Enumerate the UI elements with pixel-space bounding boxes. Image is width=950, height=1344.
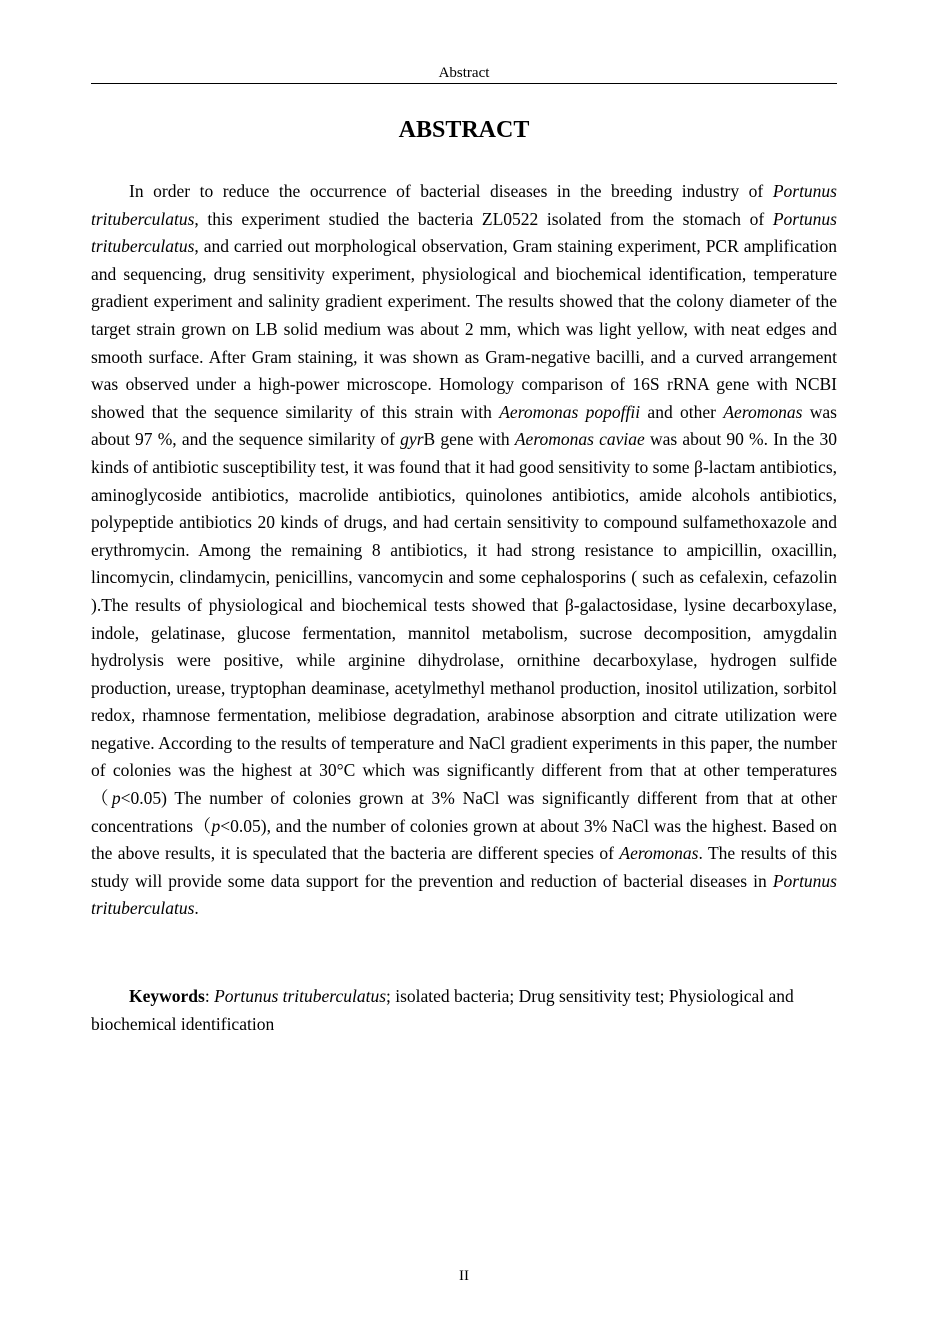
species-name: Aeromonas caviae — [514, 429, 645, 450]
running-header: Abstract — [438, 65, 490, 81]
species-name: Portunus trituberculatus — [91, 870, 837, 919]
page-title: ABSTRACT — [398, 117, 530, 143]
gene-name: gyr — [400, 429, 424, 450]
header-rule — [91, 83, 837, 84]
keywords-label: Keywords — [129, 986, 205, 1006]
species-name: Portunus trituberculatus — [91, 181, 837, 229]
genus-name: Aeromonas — [723, 401, 803, 422]
abstract-text: . The results of this study will provide some data support for the prevention and reduction of bacterial diseases in — [91, 843, 838, 891]
p-value-symbol: p — [111, 788, 121, 809]
abstract-text: , this experiment studied the bacteria ZL0522 isolated from the stomach of — [194, 208, 773, 229]
abstract-text: In order to reduce the occurrence of bacterial diseases in the breeding industry of — [129, 181, 773, 201]
abstract-text: . — [194, 898, 199, 919]
abstract-text: was about 97 %, and the sequence similarity of — [91, 401, 837, 450]
abstract-paragraph — [91, 178, 837, 923]
genus-name: Aeromonas — [619, 843, 699, 864]
abstract-text: , and carried out morphological observation, Gram staining experiment, PCR amplification and sequencing, drug sensitivity experiment, physiological and biochemical identification, temperature gradient experiment and salinity gradient experiment. The results showed that the colony diameter of the target strain grown on LB solid medium was about 2 mm, which was light yellow, with neat edges and smooth surface. After Gram staining, it was shown as Gram-negative bacilli, and a curved arrangement was observed under a high-power microscope. Homology comparison of 16S rRNA gene with NCBI showed that the sequence similarity of this strain with — [91, 236, 837, 422]
keywords-paragraph — [91, 983, 837, 1038]
keywords-list: ; isolated bacteria; Drug sensitivity test; Physiological and biochemical identification — [91, 986, 794, 1034]
keyword-species: Portunus trituberculatus — [214, 986, 387, 1006]
abstract-text: and other — [640, 401, 724, 422]
species-name: Portunus trituberculatus — [91, 208, 837, 257]
species-name: Aeromonas popoffii — [499, 401, 641, 422]
page-number: II — [459, 1268, 469, 1284]
abstract-text: was about 90 %. In the 30 kinds of antibiotic susceptibility test, it was found that it had good sensitivity to some β-lactam antibiotics, aminoglycoside antibiotics, macrolide antibiotics, quinolones antibiotics, amide alcohols antibiotics, polypeptide antibiotics 20 kinds of drugs, and had certain sensitivity to compound sulfamethoxazole and erythromycin. Among the remaining 8 antibiotics, it had strong resistance to ampicillin, oxacillin, lincomycin, clindamycin, penicillins, vancomycin and some cephalosporins ( such as cefalexin, cefazolin ).The results of physiological and biochemical tests showed that β-galactosidase, lysine decarboxylase, indole, gelatinase, glucose fermentation, mannitol metabolism, sucrose decomposition, amygdalin hydrolysis were positive, while arginine dihydrolase, ornithine decarboxylase, hydrogen sulfide production, urease, tryptophan deaminase, acetylmethyl methanol production, inositol utilization, sorbitol redox, rhamnose fermentation, melibiose degradation, arabinose absorption and citrate utilization were negative. According to the results of temperature and NaCl gradient experiments in this paper, the number of colonies was the highest at 30°C which was significantly different from that at other temperatures（ — [91, 429, 837, 809]
p-value-symbol: p — [211, 815, 221, 836]
abstract-text: <0.05) The number of colonies grown at 3% NaCl was significantly different from that at other concentrations（ — [91, 788, 837, 836]
abstract-text: <0.05), and the number of colonies grown at about 3% NaCl was the highest. Based on the above results, it is speculated that the bacteria are different species of — [91, 815, 837, 864]
keywords-separator: : — [204, 986, 215, 1006]
abstract-text: B gene with — [423, 429, 515, 450]
